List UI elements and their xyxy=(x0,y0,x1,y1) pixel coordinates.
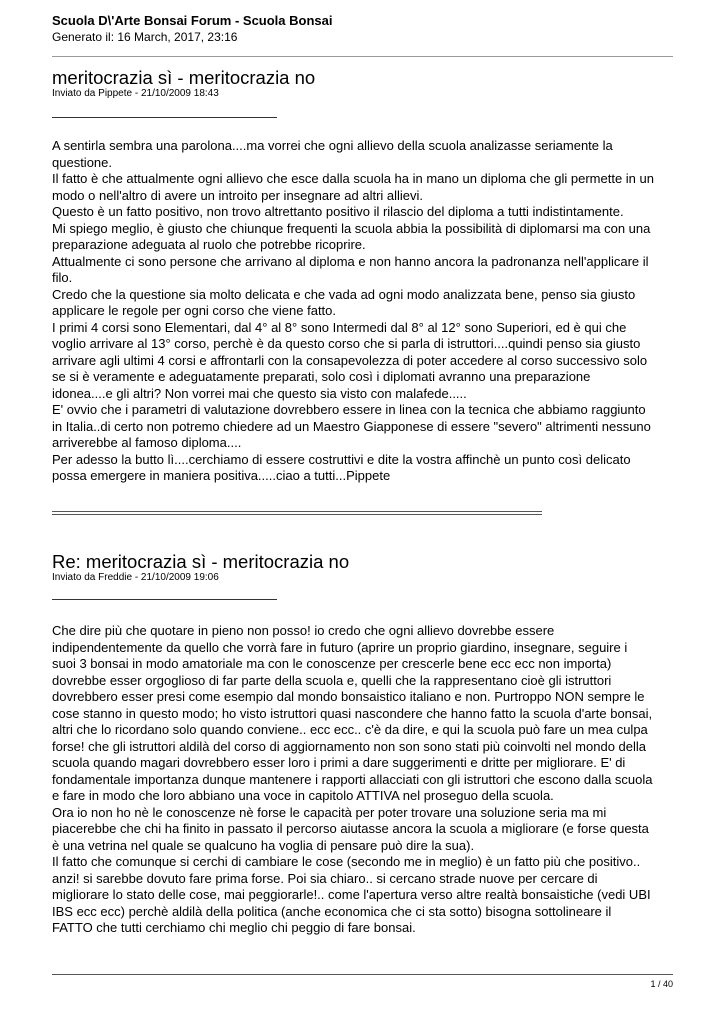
post-text-line: FATTO che tutti cerchiamo chi meglio chi peggio di fare bonsai. xyxy=(52,920,416,935)
post-text-line: Il fatto è che attualmente ogni allievo che esce dalla scuola ha in mano un diploma che gli permette in un xyxy=(52,171,654,186)
post-text-line: arrivare agli ultimi 4 corsi e affrontarli con la consapevolezza di poter accedere al corso successivo solo xyxy=(52,352,648,368)
post-text-line: altri che lo ricordano solo quando conviene.. ecc ecc.. c'è da dire, e qui la scuola può fare un mea culpa xyxy=(52,722,648,737)
post-text-line: arriverebbe al famoso diploma.... xyxy=(52,435,242,450)
post-text-line: Mi spiego meglio, è giusto che chiunque frequenti la scuola abbia la possibilità di diplomarsi ma con una xyxy=(52,220,651,236)
post-text-line: forse! che gli istruttori aldilà del corso di aggiornamento non son sono stati più coinvolti nel mondo della xyxy=(52,738,647,754)
forum-post xyxy=(52,67,677,483)
post-text-line: possa emergere in maniera positiva.....ciao a tutti...Pippete xyxy=(52,468,391,483)
post-text-line: filo. xyxy=(52,270,73,285)
post-text-line: è una vetrina nel quale se qualcuno ha voglia di pensare può dire la sua). xyxy=(52,837,475,853)
post-text-line: preparazione adeguata al ruolo che potrebbe ricoprire. xyxy=(52,237,366,252)
post-text-line: anzi! si sarebbe dovuto fare prima forse. Poi sia chiaro.. si cercano strade nuove per cercare di xyxy=(52,870,598,886)
post-text-line: Il fatto che comunque si cerchi di cambiare le cose (secondo me in meglio) è un fatto più che positivo.. xyxy=(52,854,641,869)
post-text-line: migliorare lo stato delle cose, mai peggiorarle!.. come l'apertura verso altre realtà bonsaistiche (vedi UBI xyxy=(52,887,651,902)
post-title-rule xyxy=(52,599,277,600)
post-text-line: Questo è un fatto positivo, non trovo altrettanto positivo il rilascio del diploma a tutti indistintamente. xyxy=(52,204,624,219)
post-text-line: dovrebbero esser presi come esempio dal mondo bonsaistico italiano e non. Purtroppo NON sempre le xyxy=(52,689,645,704)
post-text-line: dovrebbe esser orgoglioso di far parte della scuola e, quelli che la rappresentano cioè gli istruttori xyxy=(52,672,612,688)
post-text-line: voglio arrivare al 13° corso, perchè è da questo corso che si parla di istruttori....quindi penso sia giusto xyxy=(52,336,641,351)
post-text-line: se si è veramente e adeguatamente preparati, solo così i diplomati avranno una preparazione xyxy=(52,369,591,384)
post-text-line: cose stanno in questo modo; ho visto istruttori quasi nascondere che hanno fatto la scuola d'arte bonsai, xyxy=(52,705,653,721)
post-text-line: Ora io non ho nè le conoscenze nè forse le capacità per poter trovare una soluzione seria ma mi xyxy=(52,804,607,820)
forum-title: Scuola D\'Arte Bonsai Forum - Scuola Bonsai xyxy=(52,13,333,28)
post-text-line: e fare in modo che loro abbiano una voce in capitolo ATTIVA nel proseguo della scuola. xyxy=(52,788,554,803)
post-text-line: I primi 4 corsi sono Elementari, dal 4° al 8° sono Intermedi dal 8° al 12° sono Superiori, ed è qui che xyxy=(52,319,627,335)
post-body xyxy=(52,623,677,937)
post-text-line: indipendentemente da quello che vorrà fare in futuro (aprire un proprio giardino, insegnare, seguire i xyxy=(52,639,628,655)
post-text-line: Per adesso la butto lì....cerchiamo di essere costruttivi e dite la vostra affinchè un punto così delicato xyxy=(52,451,631,467)
generated-timestamp: Generato il: 16 March, 2017, 23:16 xyxy=(52,30,238,44)
post-text-line: A sentirla sembra una parolona....ma vorrei che ogni allievo della scuola analizasse seriamente la xyxy=(52,138,613,153)
post-text-line: Che dire più che quotare in pieno non posso! io credo che ogni allievo dovrebbe essere xyxy=(52,623,555,638)
post-text-line: applicare le regole per ogni corso che viene fatto. xyxy=(52,303,337,318)
post-text-line: idonea....e gli altri? Non vorrei mai che questo sia visto con malafede..... xyxy=(52,385,467,401)
post-text-line: IBS ecc ecc) perchè aldilà della politica (anche economica che ci sta sotto) bisogna sottolineare il xyxy=(52,903,612,919)
post-title: Re: meritocrazia sì - meritocrazia no xyxy=(52,551,350,572)
forum-post xyxy=(52,551,677,935)
post-text-line: modo o nell'altro di avere un introito per insegnare ad altri allievi. xyxy=(52,187,424,203)
post-body xyxy=(52,138,677,485)
document-header xyxy=(52,12,673,57)
post-text-line: fondamentale importanza dunque mantenere i rapporti allacciati con gli istruttori che escono dalla scuola xyxy=(52,771,653,787)
post-author-date: Inviato da Freddie - 21/10/2009 19:06 xyxy=(52,572,219,583)
post-author-date: Inviato da Pippete - 21/10/2009 18:43 xyxy=(52,88,219,99)
post-text-line: Credo che la questione sia molto delicata e che vada ad ogni modo analizzata bene, penso sia giusto xyxy=(52,286,636,302)
page-number: 1 / 40 xyxy=(650,979,673,989)
document-footer xyxy=(52,974,673,989)
post-text-line: in Italia..di certo non potremo chiedere ad un Maestro Giapponese di essere "severo" altrimenti nessuno xyxy=(52,418,651,434)
post-text-line: questione. xyxy=(52,154,112,170)
post-text-line: piacerebbe che chi ha finito in passato il percorso aiutasse ancora la scuola a migliorare (e forse questa xyxy=(52,821,649,836)
post-title-rule xyxy=(52,117,277,118)
post-text-line: suoi 3 bonsai in modo amatoriale ma con le conoscenze per crescerle bene ecc ecc non importa) xyxy=(52,656,612,671)
post-title: meritocrazia sì - meritocrazia no xyxy=(52,67,316,88)
post-text-line: Attualmente ci sono persone che arrivano al diploma e non hanno ancora la padronanza nell'applicare il xyxy=(52,253,649,269)
post-text-line: E' ovvio che i parametri di valutazione dovrebbero essere in linea con la tecnica che abbiamo raggiunto xyxy=(52,402,646,417)
post-text-line: scuola quando magari dovrebbero esser loro i primi a dare suggerimenti e dritte per migliorare. E' di xyxy=(52,755,626,770)
post-separator xyxy=(52,511,542,515)
